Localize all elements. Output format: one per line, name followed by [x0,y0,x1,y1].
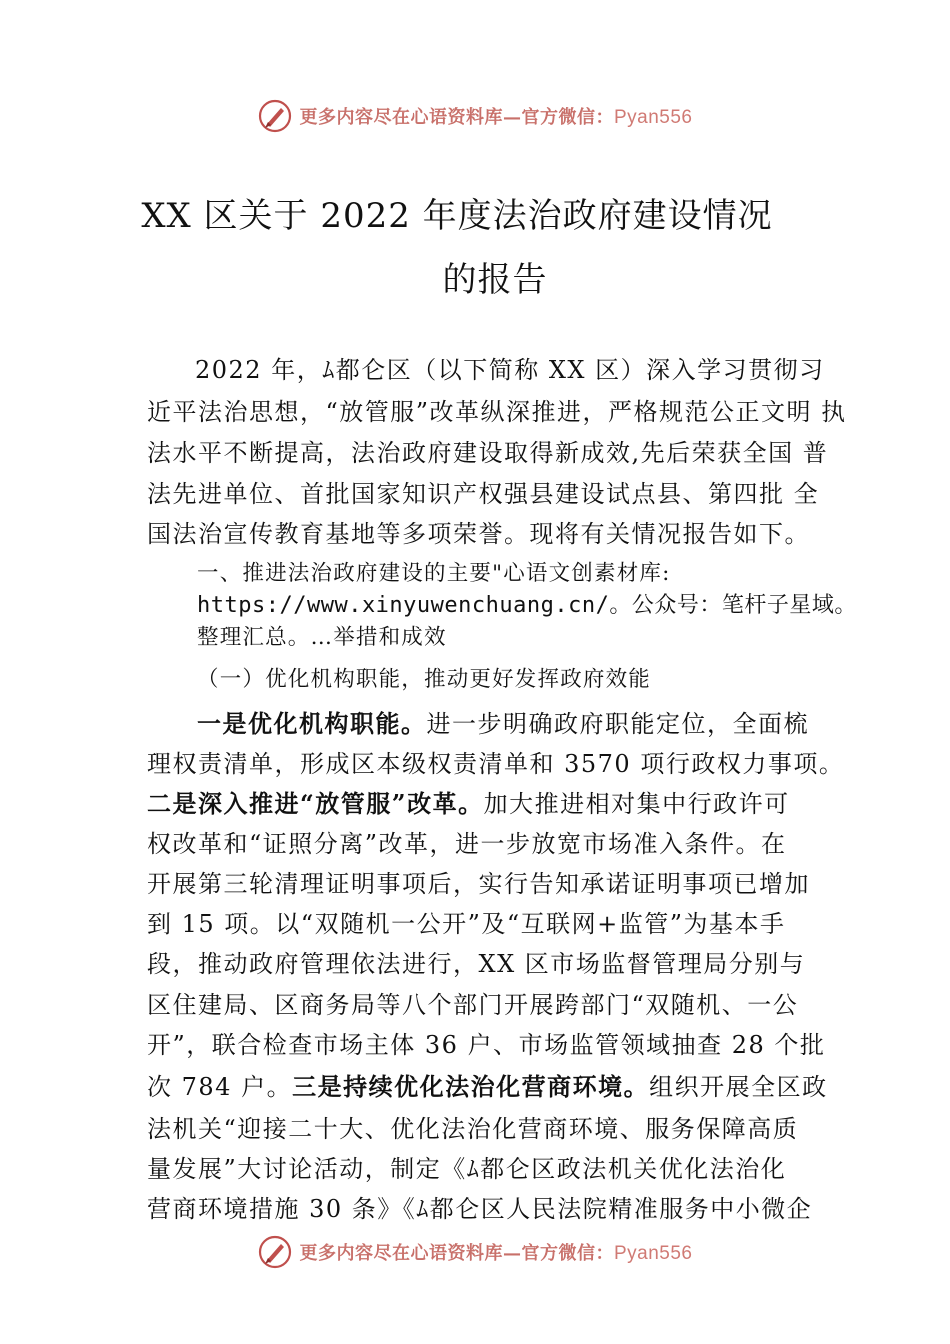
paragraph-line: 国法治宣传教育基地等多项荣誉。现将有关情况报告如下。 [147,520,810,548]
section-heading-line: 一、推进法治政府建设的主要"心语文创素材库: [197,561,671,586]
paragraph-line: 理权责清单，形成区本级权责清单和 3570 项行政权力事项。 [147,750,845,778]
watermark-text: 更多内容尽在心语资料库—官方微信：Pyan556 [299,1243,693,1264]
watermark-footer [0,1232,950,1272]
pen-logo-icon [257,98,293,134]
paragraph-line: 营商环境措施 30 条》《ﾑ都仑区人民法院精准服务中小微企 [147,1195,813,1223]
paragraph-line: 法机关“迎接二十大、优化法治化营商环境、服务保障高质 [147,1115,799,1143]
paragraph-line: 量发展”大讨论活动，制定《ﾑ都仑区政法机关优化法治化 [147,1155,787,1183]
watermark-text: 更多内容尽在心语资料库—官方微信：Pyan556 [299,107,693,128]
pen-logo-icon [257,1234,293,1270]
paragraph-line: 法先进单位、首批国家知识产权强县建设试点县、第四批 全 [147,480,820,508]
document-title-line1: XX 区关于 2022 年度法治政府建设情况 [141,196,773,236]
paragraph-line: 次 784 户。三是持续优化法治化营商环境。组织开展全区政 [147,1072,828,1101]
subsection-heading: （一）优化机构职能，推动更好发挥政府效能 [197,667,652,692]
paragraph-line: 一是优化机构职能。进一步明确政府职能定位，全面梳 [197,709,809,738]
paragraph-line: 区住建局、区商务局等八个部门开展跨部门“双随机、一公 [147,991,799,1019]
paragraph-line: 法水平不断提高，法治政府建设取得新成效,先后荣获全国 普 [147,439,829,467]
paragraph-line: 到 15 项。以“双随机一公开”及“互联网+监管”为基本手 [147,910,786,938]
section-heading-line: 整理汇总。…举措和成效 [197,625,447,650]
paragraph-line: 近平法治思想，“放管服”改革纵深推进，严格规范公正文明 执 [147,398,847,426]
paragraph-line: 2022 年，ﾑ都仑区（以下简称 XX 区）深入学习贯彻习 [195,356,825,384]
section-heading-line: https://www.xinyuwenchuang.cn/。公众号：笔杆子星域。 [197,593,857,618]
document-title-line2: 的报告 [442,260,548,300]
paragraph-line: 开”，联合检查市场主体 36 户、市场监管领域抽查 28 个批 [147,1031,826,1059]
paragraph-line: 开展第三轮清理证明事项后，实行告知承诺证明事项已增加 [147,870,810,898]
paragraph-line: 二是深入推进“放管服”改革。加大推进相对集中行政许可 [147,789,790,818]
watermark-header [0,96,950,136]
paragraph-line: 权改革和“证照分离”改革，进一步放宽市场准入条件。在 [147,830,787,858]
paragraph-line: 段，推动政府管理依法进行，XX 区市场监督管理局分别与 [147,950,806,978]
